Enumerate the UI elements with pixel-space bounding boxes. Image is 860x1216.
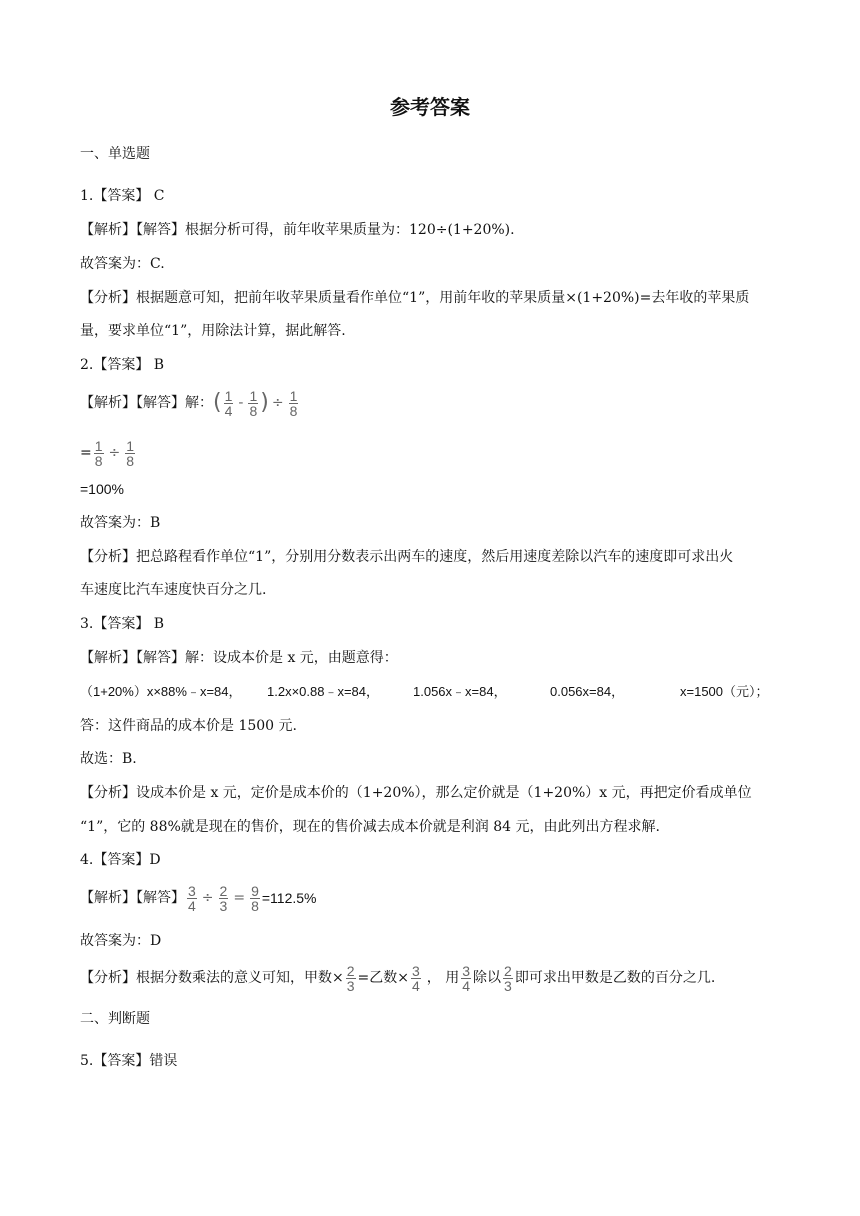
section-heading-single-choice: 一、单选题 <box>80 146 150 162</box>
q3-conclusion: 故选：B. <box>80 751 137 767</box>
q4-solution <box>80 881 316 915</box>
q2-analysis-line1: 【分析】把总路程看作单位“1”，分别用分数表示出两车的速度，然后用速度差除以汽车的速度即可求出火 <box>80 549 734 565</box>
q1-conclusion: 故答案为：C. <box>80 256 165 272</box>
fraction-2-3: $\frac{2}{3}$ <box>219 882 228 914</box>
q2-analysis-line2: 车速度比汽车速度快百分之几. <box>80 582 267 598</box>
q3-answer: 3.【答案】 B <box>80 616 165 632</box>
q3-equation-4: 0.056x=84， <box>550 684 625 699</box>
q3-equation-5: x=1500（元）； <box>680 684 769 699</box>
q1-answer: 1.【答案】 C <box>80 188 165 204</box>
q3-analysis-line2: “1”，它的 88%就是现在的售价，现在的售价减去成本价就是利润 84 元，由此列出方程求解. <box>80 819 660 835</box>
q4-analysis-part-c: ， 用 <box>426 970 460 986</box>
q1-analysis-line2: 量，要求单位“1”，用除法计算，据此解答. <box>80 323 346 339</box>
q4-analysis-part-d: 除以 <box>473 970 502 986</box>
q4-analysis-part-a: 【分析】根据分数乘法的意义可知，甲数× <box>80 970 344 986</box>
section-heading-true-false: 二、判断题 <box>80 1011 150 1027</box>
q2-conclusion: 故答案为：B <box>80 515 161 531</box>
fraction-2-3-b: $\frac{2}{3}$ <box>504 962 512 994</box>
q2-solution-prefix: 【解析】【解答】解： <box>80 395 213 411</box>
q2-solution <box>80 386 300 420</box>
fraction-9-8: $\frac{9}{8}$ <box>251 882 259 914</box>
q3-equation-2: 1.2x×0.88﹣x=84， <box>267 684 380 699</box>
q1-solution: 【解析】【解答】根据分析可得，前年收苹果质量为：120÷(1+20%). <box>80 222 515 238</box>
fraction-1-4: $\frac{1}{4}$ <box>224 387 233 419</box>
divide-sign: ÷ <box>201 890 214 906</box>
equals-sign: = <box>233 890 246 906</box>
minus-sign: - <box>238 395 244 411</box>
q3-equation-1: （1+20%）x×88%﹣x=84， <box>80 684 242 699</box>
fraction-3-4: $\frac{3}{4}$ <box>188 882 196 914</box>
fraction-2-3-a: $\frac{2}{3}$ <box>346 962 355 994</box>
q4-analysis-part-e: 即可求出甲数是乙数的百分之几. <box>514 970 716 986</box>
q3-solution: 【解析】【解答】解：设成本价是 x 元，由题意得： <box>80 650 398 666</box>
q4-result: =112.5% <box>261 890 317 906</box>
q3-equation-3: 1.056x﹣x=84， <box>413 684 507 699</box>
fraction-1-8-d: $\frac{1}{8}$ <box>126 437 135 469</box>
fraction-3-4-a: $\frac{3}{4}$ <box>412 962 420 994</box>
left-paren: ( <box>213 390 222 415</box>
q2-step2 <box>80 436 137 470</box>
q4-solution-prefix: 【解析】【解答】 <box>80 890 185 906</box>
q2-answer: 2.【答案】 B <box>80 357 165 373</box>
q3-reply: 答：这件商品的成本价是 1500 元. <box>80 718 297 734</box>
equals-sign: = <box>80 445 92 461</box>
fraction-1-8-c: $\frac{1}{8}$ <box>94 437 103 469</box>
divide-sign: ÷ <box>271 395 284 411</box>
q3-analysis-line1: 【分析】设成本价是 x 元，定价是成本价的（1+20%），那么定价就是（1+20%）x 元，再把定价看成单位 <box>80 785 752 801</box>
page-title: 参考答案 <box>390 95 470 119</box>
right-paren: ) <box>260 390 269 415</box>
q4-analysis-part-b: =乙数× <box>357 970 409 986</box>
q1-analysis-line1: 【分析】根据题意可知，把前年收苹果质量看作单位“1”，用前年收的苹果质量×(1+20%)=去年收的苹果质 <box>80 290 750 306</box>
q4-answer: 4.【答案】D <box>80 852 161 868</box>
q2-result: =100% <box>80 481 124 497</box>
q5-answer: 5.【答案】错误 <box>80 1053 178 1069</box>
q4-analysis <box>80 961 715 995</box>
fraction-3-4-b: $\frac{3}{4}$ <box>462 962 471 994</box>
q4-conclusion: 故答案为：D <box>80 933 162 949</box>
fraction-1-8: $\frac{1}{8}$ <box>249 387 258 419</box>
divide-sign-2: ÷ <box>108 445 121 461</box>
fraction-1-8-b: $\frac{1}{8}$ <box>289 387 298 419</box>
